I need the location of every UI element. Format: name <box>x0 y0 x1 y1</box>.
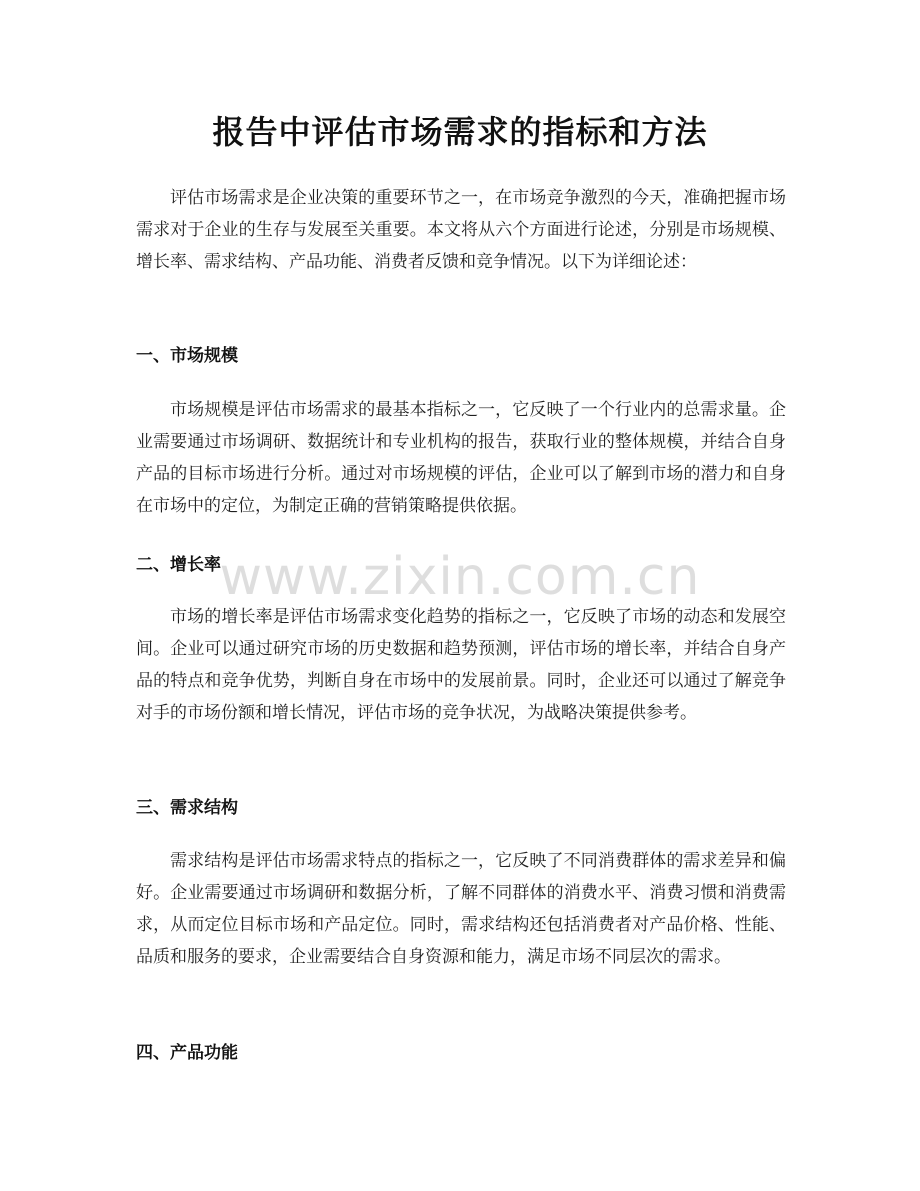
section-heading-product-function: 四、产品功能 <box>136 1043 238 1063</box>
section-heading-growth-rate: 二、增长率 <box>136 555 221 575</box>
section-body-growth-rate: 市场的增长率是评估市场需求变化趋势的指标之一，它反映了市场的动态和发展空间。企业可以通过研究市场的历史数据和趋势预测，评估市场的增长率，并结合自身产品的特点和竞争优势，判断自身在市场中的发展前景。同时，企业还可以通过了解竞争对手的市场份额和增长情况，评估市场的竞争状况，为战略决策提供参考。 <box>136 607 786 723</box>
section-body-market-size: 市场规模是评估市场需求的最基本指标之一，它反映了一个行业内的总需求量。企业需要通过市场调研、数据统计和专业机构的报告，获取行业的整体规模，并结合自身产品的目标市场进行分析。通过对市场规模的评估，企业可以了解到市场的潜力和自身在市场中的定位，为制定正确的营销策略提供依据。 <box>136 400 786 516</box>
intro-paragraph: 评估市场需求是企业决策的重要环节之一，在市场竞争激烈的今天，准确把握市场需求对于企业的生存与发展至关重要。本文将从六个方面进行论述，分别是市场规模、增长率、需求结构、产品功能、消费者反馈和竞争情况。以下为详细论述： <box>136 188 786 272</box>
section-heading-demand-structure: 三、需求结构 <box>136 798 238 818</box>
watermark: www.zixin.com.cn <box>219 547 701 607</box>
section-heading-market-size: 一、市场规模 <box>136 346 238 366</box>
section-body-demand-structure: 需求结构是评估市场需求特点的指标之一，它反映了不同消费群体的需求差异和偏好。企业需要通过市场调研和数据分析，了解不同群体的消费水平、消费习惯和消费需求，从而定位目标市场和产品定位。同时，需求结构还包括消费者对产品价格、性能、品质和服务的要求，企业需要结合自身资源和能力，满足市场不同层次的需求。 <box>136 851 786 967</box>
document-title: 报告中评估市场需求的指标和方法 <box>212 113 708 151</box>
